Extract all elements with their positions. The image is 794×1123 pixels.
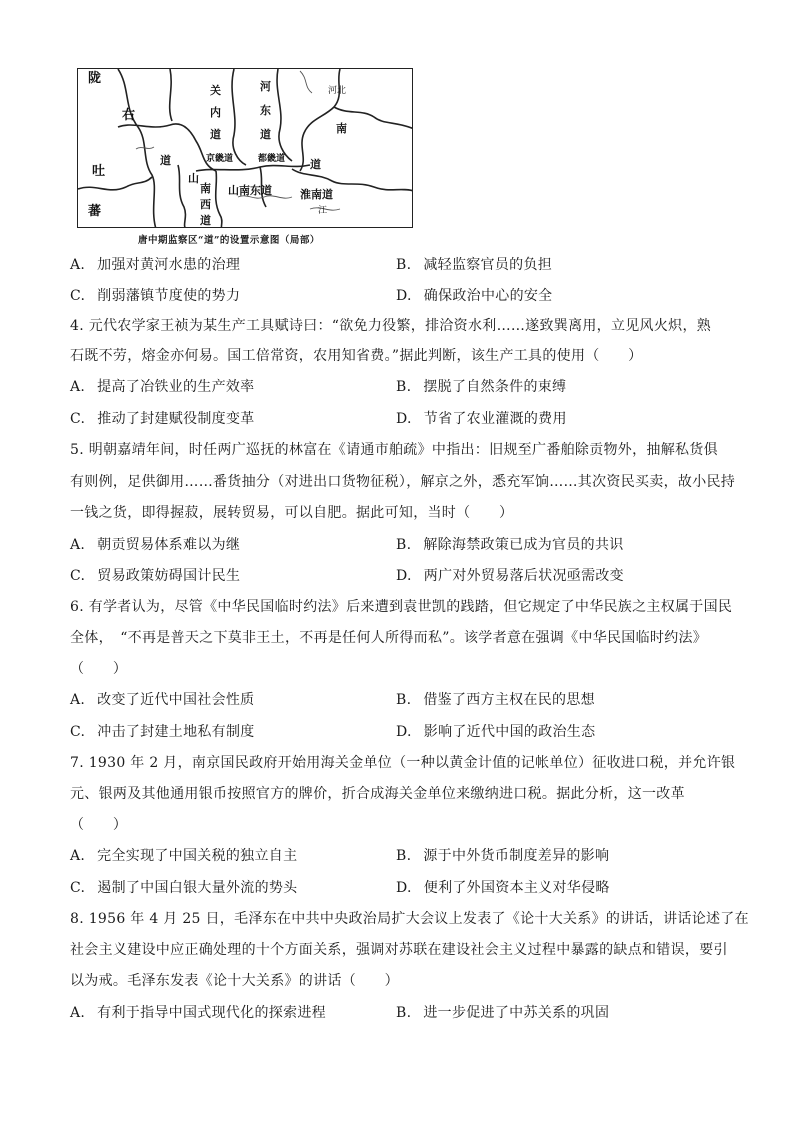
option-text: 削弱藩镇节度使的势力 [97, 288, 241, 304]
q6-option-c[interactable] [70, 722, 255, 742]
option-key: B. [396, 692, 412, 708]
q4-stem-line: 4. 元代农学家王祯为某生产工具赋诗曰：“欲免力役繁，排洽资水利……遂致巽离用，立见风火炽，熟 [70, 318, 712, 334]
map-outline-drawing [78, 69, 413, 228]
q5-stem-line: 一钱之货，即得握菽，展转贸易，可以自肥。据此可知，当时（ ） [70, 505, 514, 521]
q8-option-a[interactable] [70, 1003, 326, 1023]
map-label-duji: 都畿道 [258, 154, 286, 164]
option-text: 贸易政策妨碍国计民生 [97, 568, 241, 584]
tang-circuits-map [77, 68, 413, 228]
map-label-dao: 道 [160, 154, 171, 167]
map-label-nan2: 南 [200, 182, 211, 195]
q7-stem-line: （ ） [70, 817, 128, 833]
option-key: D. [396, 411, 412, 427]
option-key: A. [70, 848, 86, 864]
q4-option-b[interactable] [396, 377, 566, 397]
q3-option-c[interactable] [70, 286, 240, 306]
option-key: D. [396, 288, 412, 304]
map-label-jiang: 江 [318, 206, 328, 216]
option-text: 借鉴了西方主权在民的思想 [423, 692, 595, 708]
q8-stem-line: 以为戒。毛泽东发表《论十大关系》的讲话（ ） [70, 973, 399, 989]
map-label-fan: 蕃 [88, 204, 102, 219]
option-text: 解除海禁政策已成为官员的共识 [423, 537, 624, 553]
q5-stem-line: 5. 明朝嘉靖年间，时任两广巡抚的林富在《请通市舶疏》中指出：旧规至广番舶除贡物外，抽解私货俱 [70, 442, 718, 458]
q4-option-c[interactable] [70, 409, 255, 429]
option-text: 两广对外贸易落后状况亟需改变 [423, 568, 624, 584]
map-label-dao: 道 [210, 128, 221, 141]
q4-stem-line: 石既不劳，熔金亦何易。国工倍常资，农用知省费。”据此判断，该生产工具的使用（ ） [70, 348, 643, 364]
option-key: D. [396, 880, 412, 896]
option-text: 源于中外货币制度差异的影响 [423, 848, 610, 864]
map-label-nei: 内 [210, 106, 221, 119]
map-label-he: 河 [260, 80, 271, 93]
option-key: A. [70, 692, 86, 708]
map-label-shannandong: 山南东道 [228, 184, 272, 197]
q3-option-d[interactable] [396, 286, 552, 306]
option-text: 有利于指导中国式现代化的探索进程 [97, 1005, 326, 1021]
q8-option-b[interactable] [396, 1003, 609, 1023]
option-key: B. [396, 257, 412, 273]
option-key: A. [70, 379, 86, 395]
q4-option-a[interactable] [70, 377, 254, 397]
q7-option-a[interactable] [70, 846, 297, 866]
q7-stem-line: 7. 1930 年 2 月，南京国民政府开始用海关金单位（一种以黄金计值的记帐单位）征收进口税，并允许银 [70, 755, 736, 771]
q7-option-d[interactable] [396, 878, 610, 898]
map-label-dao: 道 [260, 128, 271, 141]
map-label-long: 陇 [88, 71, 102, 86]
map-label-nan: 南 [336, 122, 347, 135]
q6-option-a[interactable] [70, 690, 254, 710]
option-text: 推动了封建赋役制度变革 [97, 411, 255, 427]
map-label-xi: 西 [200, 198, 211, 211]
q7-option-b[interactable] [396, 846, 609, 866]
option-key: D. [396, 568, 412, 584]
option-key: C. [70, 568, 86, 584]
q8-stem-line: 8. 1956 年 4 月 25 日，毛泽东在中共中央政治局扩大会议上发表了《论十大关系》的讲话，讲话论述了在 [70, 911, 749, 927]
q5-option-b[interactable] [396, 535, 624, 555]
option-key: C. [70, 880, 86, 896]
option-text: 改变了近代中国社会性质 [97, 692, 255, 708]
map-label-guan: 关 [210, 84, 221, 97]
option-key: B. [396, 537, 412, 553]
option-text: 遏制了中国白银大量外流的势头 [97, 880, 298, 896]
q6-stem-line: 全体， “不再是普天之下莫非王土，不再是任何人所得而私”。该学者意在强调《中华民国临时约法》 [70, 630, 708, 646]
option-key: A. [70, 537, 86, 553]
q6-stem-line: （ ） [70, 661, 128, 677]
q6-option-d[interactable] [396, 722, 595, 742]
option-text: 冲击了封建土地私有制度 [97, 724, 255, 740]
map-caption: 唐中期监察区“道”的设置示意图（局部） [138, 235, 320, 246]
option-text: 影响了近代中国的政治生态 [423, 724, 596, 740]
map-label-shan: 山 [188, 172, 199, 185]
option-text: 摆脱了自然条件的束缚 [423, 379, 567, 395]
option-key: C. [70, 288, 86, 304]
option-text: 减轻监察官员的负担 [423, 257, 553, 273]
map-label-hebei: 河北 [328, 86, 347, 96]
map-label-huainan: 淮南道 [300, 188, 333, 201]
option-text: 进一步促进了中苏关系的巩固 [423, 1005, 610, 1021]
option-text: 便利了外国资本主义对华侵略 [423, 880, 610, 896]
option-text: 节省了农业灌溉的费用 [423, 411, 567, 427]
q3-option-a[interactable] [70, 255, 240, 275]
q5-option-d[interactable] [396, 566, 624, 586]
map-label-dao: 道 [200, 214, 211, 227]
option-key: C. [70, 411, 86, 427]
q6-option-b[interactable] [396, 690, 595, 710]
q3-option-b[interactable] [396, 255, 552, 275]
q5-option-c[interactable] [70, 566, 240, 586]
option-text: 加强对黄河水患的治理 [97, 257, 241, 273]
option-key: A. [70, 257, 86, 273]
option-key: D. [396, 724, 412, 740]
q4-option-d[interactable] [396, 409, 567, 429]
q7-stem-line: 元、银两及其他通用银币按照官方的牌价，折合成海关金单位来缴纳进口税。据此分析，这一改革 [70, 786, 685, 802]
option-text: 确保政治中心的安全 [423, 288, 553, 304]
option-text: 完全实现了中国关税的独立自主 [97, 848, 298, 864]
option-text: 提高了冶铁业的生产效率 [97, 379, 255, 395]
q7-option-c[interactable] [70, 878, 297, 898]
option-key: A. [70, 1005, 86, 1021]
option-key: B. [396, 1005, 412, 1021]
q5-option-a[interactable] [70, 535, 240, 555]
map-label-jingji: 京畿道 [206, 154, 234, 164]
q8-stem-line: 社会主义建设中应正确处理的十个方面关系，强调对苏联在建设社会主义过程中暴露的缺点和错误，要引 [70, 942, 728, 958]
map-label-dao: 道 [310, 158, 321, 171]
option-key: C. [70, 724, 86, 740]
option-text: 朝贡贸易体系难以为继 [97, 537, 241, 553]
option-key: B. [396, 379, 412, 395]
option-key: B. [396, 848, 412, 864]
map-label-dong: 东 [260, 104, 271, 117]
map-label-tu: 吐 [92, 164, 106, 179]
map-label-you: 右 [122, 108, 136, 123]
q5-stem-line: 有则例，足供御用……番货抽分（对进出口货物征税），解京之外，悉充军饷……其次资民买卖，故小民持 [70, 474, 736, 490]
q6-stem-line: 6. 有学者认为，尽管《中华民国临时约法》后来遭到袁世凯的践踏，但它规定了中华民族之主权属于国民 [70, 599, 733, 615]
